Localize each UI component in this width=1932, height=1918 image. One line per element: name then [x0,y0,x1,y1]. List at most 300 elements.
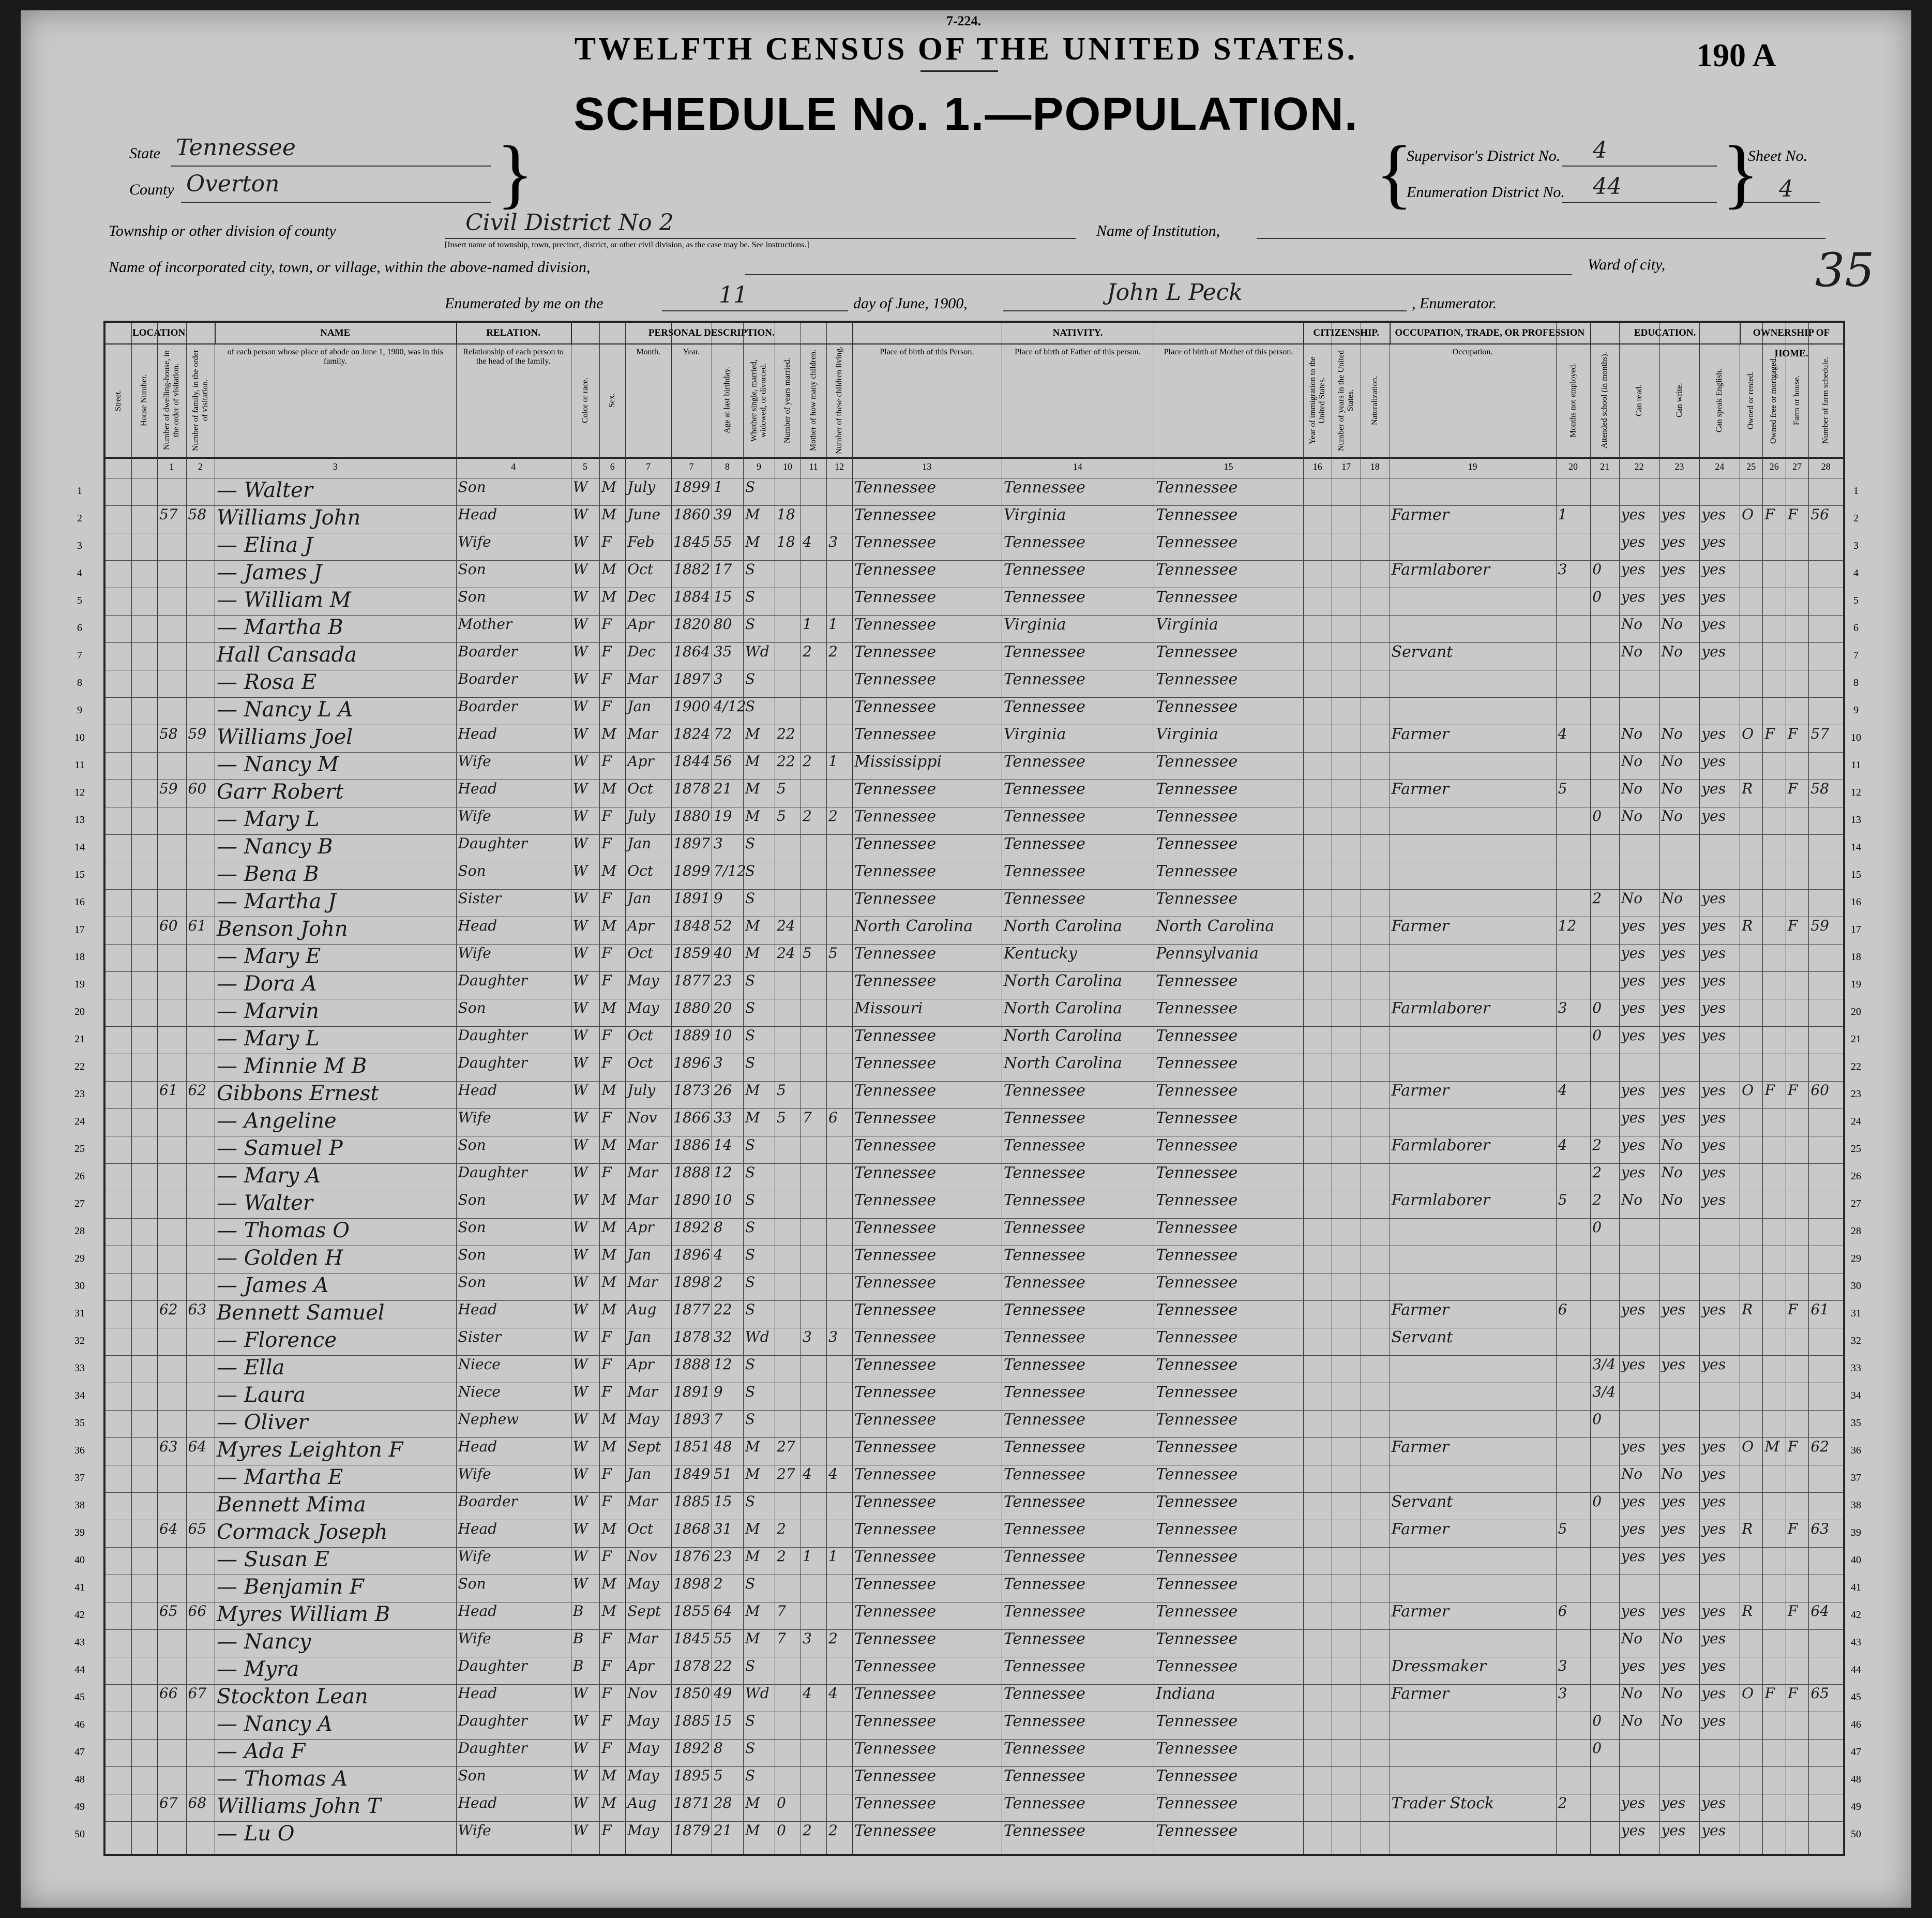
cell-col-5: Son [458,1767,486,1784]
cell-col-7: M [601,1301,616,1318]
cell-col-3: 58 [188,506,207,523]
cell-col-16: Tennessee [1003,643,1085,661]
cell-col-11: S [745,862,756,879]
table-row [105,1575,1843,1602]
cell-col-10: 17 [713,561,732,578]
cell-col-3: 61 [188,917,207,934]
cell-col-15: Tennessee [854,1520,937,1538]
cell-col-27: O [1742,1082,1754,1099]
cell-col-15: Tennessee [854,1219,937,1237]
column-header-17: Place of birth of Mother of this person. [1164,348,1293,356]
line-number-right: 10 [1851,732,1861,743]
cell-col-6: W [572,1411,588,1428]
cell-col-24: yes [1621,561,1646,578]
cell-col-23: 0 [1592,1219,1602,1236]
column-number-8: 7 [646,461,651,472]
cell-col-8: Jan [627,1328,652,1345]
cell-col-16: Tennessee [1003,1548,1085,1566]
cell-col-9: 1878 [673,780,711,797]
table-row [105,1465,1843,1492]
column-number-13: 11 [809,461,818,472]
cell-col-17: Tennessee [1156,478,1238,497]
line-number-left: 11 [74,759,85,771]
cell-col-7: F [601,1712,612,1729]
cell-col-4: Benson John [217,917,348,941]
group-education: EDUCATION. [1590,323,1741,344]
cell-col-15: Tennessee [854,1493,937,1511]
cell-col-6: W [572,1465,588,1482]
cell-col-17: Tennessee [1156,698,1238,716]
cell-col-23: 0 [1592,1712,1602,1729]
cell-col-6: B [572,1657,584,1674]
cell-col-23: 0 [1592,807,1602,825]
table-header [105,323,1843,459]
cell-col-26: yes [1701,1191,1726,1208]
cell-col-14: 2 [828,1630,838,1647]
cell-col-10: 15 [713,1493,732,1510]
cell-col-16: Tennessee [1003,1082,1085,1100]
cell-col-22: 4 [1558,1082,1567,1099]
cell-col-2: 63 [159,1438,178,1455]
cell-col-13: 4 [803,1465,812,1482]
line-number-right: 48 [1851,1774,1861,1785]
cell-col-4: Hall Cansada [217,643,357,667]
cell-col-11: S [745,1301,756,1318]
cell-col-15: Tennessee [854,780,937,798]
cell-col-17: Tennessee [1156,1630,1238,1648]
cell-col-16: Tennessee [1003,835,1085,853]
enumerated-label: Enumerated by me on the [445,295,603,312]
enumeration-line [1562,202,1717,203]
cell-col-15: Tennessee [854,643,937,661]
table-row [105,1246,1843,1273]
table-row [105,1684,1843,1712]
column-number-17: 15 [1224,461,1233,472]
column-number-3: 2 [198,461,203,472]
cell-col-22: 1 [1558,506,1567,523]
table-row [105,1821,1843,1849]
cell-col-7: F [601,616,612,633]
cell-col-5: Boarder [458,670,518,687]
cell-col-25: yes [1661,1493,1686,1510]
cell-col-17: Tennessee [1156,1794,1238,1812]
cell-col-6: W [572,1219,588,1236]
cell-col-25: No [1661,753,1683,770]
cell-col-4: — Martha B [217,616,343,639]
line-number-right: 1 [1853,485,1859,497]
cell-col-5: Daughter [458,1027,527,1044]
cell-col-24: No [1621,725,1643,742]
cell-col-2: 60 [159,917,178,934]
column-number-16: 14 [1073,461,1082,472]
cell-col-9: 1891 [673,1383,711,1400]
cell-col-6: W [572,1767,588,1784]
table-row [105,560,1843,588]
cell-col-25: yes [1661,999,1686,1016]
cell-col-11: S [745,999,756,1016]
cell-col-9: 1897 [673,835,711,852]
cell-col-12: 22 [777,725,795,742]
cell-col-15: Tennessee [854,1273,937,1292]
cell-col-10: 32 [713,1328,732,1345]
group-relation: RELATION. [456,323,572,344]
cell-col-5: Daughter [458,835,527,852]
cell-col-10: 3 [713,670,723,687]
cell-col-2: 67 [159,1794,178,1811]
cell-col-14: 4 [828,1465,838,1482]
cell-col-8: Oct [627,1027,654,1044]
cell-col-16: Tennessee [1003,533,1085,551]
cell-col-5: Wife [458,533,491,550]
enumeration-value: 44 [1593,173,1622,200]
cell-col-15: Tennessee [854,1328,937,1346]
table-row [105,1300,1843,1328]
day-line [662,310,848,311]
cell-col-16: Tennessee [1003,1602,1085,1621]
line-number-right: 39 [1851,1527,1861,1538]
cell-col-5: Head [458,725,497,742]
enumerator-label: , Enumerator. [1412,295,1497,312]
line-number-left: 44 [74,1664,85,1675]
cell-col-7: F [601,1383,612,1400]
cell-col-26: yes [1701,1602,1726,1620]
cell-col-11: M [745,1794,760,1811]
cell-col-5: Daughter [458,1054,527,1071]
line-number-left: 16 [74,896,85,908]
cell-col-17: Tennessee [1156,506,1238,524]
cell-col-17: Tennessee [1156,1411,1238,1429]
line-number-right: 16 [1851,896,1861,908]
column-header-4: of each person whose place of abode on June 1, 1900, was in this family. [227,348,443,366]
cell-col-10: 9 [713,890,723,907]
cell-col-21: Farmlaborer [1391,1136,1490,1155]
cell-col-17: Tennessee [1156,1356,1238,1374]
cell-col-15: Tennessee [854,1794,937,1812]
cell-col-26: yes [1701,1657,1726,1674]
cell-col-10: 35 [713,643,732,660]
cell-col-11: S [745,835,756,852]
line-number-right: 8 [1853,677,1859,688]
cell-col-14: 3 [828,533,838,550]
cell-col-26: yes [1701,972,1726,989]
supervisor-value: 4 [1593,137,1607,163]
table-row [105,1410,1843,1437]
cell-col-17: Tennessee [1156,1027,1238,1045]
cell-col-16: North Carolina [1003,1027,1122,1045]
cell-col-8: Apr [627,753,654,770]
cell-col-7: M [601,1575,616,1592]
cell-col-25: No [1661,1685,1683,1702]
cell-col-6: W [572,1082,588,1099]
cell-col-14: 1 [828,1548,838,1565]
column-header-16: Place of birth of Father of this person. [1015,348,1141,356]
cell-col-26: yes [1701,1027,1726,1044]
cell-col-4: — Walter [217,478,313,502]
cell-col-24: yes [1621,1493,1646,1510]
city-label: Name of incorporated city, town, or village, within the above-named division, [109,259,591,276]
line-number-left: 37 [74,1472,85,1484]
page-number: 190 A [1696,37,1776,73]
line-number-left: 49 [74,1801,85,1812]
cell-col-17: Tennessee [1156,1465,1238,1484]
cell-col-17: Tennessee [1156,1602,1238,1621]
cell-col-17: Tennessee [1156,1740,1238,1758]
cell-col-11: M [745,807,760,825]
cell-col-6: W [572,1740,588,1757]
cell-col-13: 2 [803,753,812,770]
cell-col-16: Tennessee [1003,1273,1085,1292]
cell-col-9: 1900 [673,698,711,715]
cell-col-9: 1892 [673,1740,711,1757]
margin-mark: 35 [1815,243,1875,297]
cell-col-30: 65 [1810,1685,1829,1702]
line-number-left: 17 [74,924,85,935]
line-number-left: 8 [77,677,82,688]
line-number-right: 19 [1851,979,1861,990]
cell-col-8: Dec [627,588,656,605]
cell-col-9: 1893 [673,1411,711,1428]
cell-col-23: 0 [1592,1740,1602,1757]
cell-col-11: S [745,1191,756,1208]
line-number-right: 18 [1851,951,1861,963]
cell-col-6: W [572,890,588,907]
cell-col-9: 1855 [673,1602,711,1620]
line-number-right: 22 [1851,1061,1861,1072]
table-row [105,697,1843,725]
cell-col-24: yes [1621,1136,1646,1153]
line-number-left: 25 [74,1143,85,1155]
line-number-left: 20 [74,1006,85,1017]
cell-col-7: M [601,1411,616,1428]
cell-col-26: yes [1701,1822,1726,1839]
column-number-20: 18 [1370,461,1380,472]
cell-col-4: Cormack Joseph [217,1520,388,1544]
cell-col-8: Feb [627,533,655,550]
cell-col-5: Daughter [458,1657,527,1674]
cell-col-7: M [601,1438,616,1455]
cell-col-15: Tennessee [854,478,937,497]
cell-col-3: 63 [188,1301,207,1318]
cell-col-13: 4 [803,1685,812,1702]
line-number-right: 45 [1851,1691,1861,1703]
cell-col-4: Myres William B [217,1602,390,1626]
cell-col-11: Wd [745,1685,769,1702]
cell-col-21: Farmer [1391,1602,1450,1621]
cell-col-15: Tennessee [854,506,937,524]
cell-col-26: yes [1701,1136,1726,1153]
cell-col-22: 3 [1558,1657,1567,1674]
cell-col-17: North Carolina [1156,917,1275,935]
cell-col-8: Mar [627,1630,658,1647]
cell-col-6: W [572,1383,588,1400]
group-ownership: OWNERSHIP OF HOME. [1740,323,1844,344]
cell-col-21: Farmer [1391,1301,1450,1319]
cell-col-25: yes [1661,1301,1686,1318]
cell-col-9: 1890 [673,1191,711,1208]
cell-col-3: 67 [188,1685,207,1702]
cell-col-3: 62 [188,1082,207,1099]
line-number-right: 37 [1851,1472,1861,1484]
cell-col-7: M [601,917,616,934]
cell-col-6: W [572,616,588,633]
cell-col-13: 3 [803,1328,812,1345]
cell-col-30: 59 [1810,917,1829,934]
cell-col-11: M [745,533,760,550]
line-number-right: 3 [1853,540,1859,551]
census-title: TWELFTH CENSUS OF THE UNITED STATES. [574,32,1358,67]
cell-col-8: Aug [627,1794,657,1811]
cell-col-10: 55 [713,1630,732,1647]
cell-col-8: May [627,1822,659,1839]
cell-col-15: Tennessee [854,1411,937,1429]
cell-col-7: M [601,1191,616,1208]
cell-col-26: yes [1701,588,1726,605]
cell-col-30: 63 [1810,1520,1829,1537]
cell-col-10: 9 [713,1383,723,1400]
cell-col-17: Tennessee [1156,1493,1238,1511]
cell-col-24: yes [1621,1164,1646,1181]
cell-col-25: yes [1661,1657,1686,1674]
cell-col-6: W [572,725,588,742]
cell-col-10: 15 [713,588,732,605]
column-number-5: 4 [511,461,516,472]
cell-col-11: M [745,506,760,523]
cell-col-11: S [745,1411,756,1428]
cell-col-17: Pennsylvania [1156,945,1259,963]
column-number-24: 22 [1634,461,1644,472]
cell-col-10: 4/12 [713,698,746,715]
cell-col-5: Head [458,1602,497,1620]
cell-col-11: M [745,725,760,742]
ward-label: Ward of city, [1588,256,1666,273]
cell-col-15: Tennessee [854,670,937,688]
cell-col-11: S [745,561,756,578]
column-header-0: Street. [113,389,123,411]
cell-col-6: W [572,945,588,962]
cell-col-15: Tennessee [854,1164,937,1182]
enumeration-label: Enumeration District No. [1407,184,1565,201]
line-number-right: 12 [1851,787,1861,798]
column-header-12: Number of years married. [783,357,792,443]
cell-col-8: Apr [627,616,654,633]
cell-col-24: yes [1621,588,1646,605]
cell-col-4: — Mary E [217,945,321,968]
county-line [181,202,491,203]
cell-col-12: 18 [777,506,795,523]
cell-col-25: yes [1661,917,1686,934]
cell-col-21: Servant [1391,1493,1453,1511]
cell-col-5: Wife [458,1822,491,1839]
line-number-left: 15 [74,869,85,880]
cell-col-8: May [627,999,659,1016]
column-number-4: 3 [333,461,338,472]
cell-col-7: F [601,1630,612,1647]
cell-col-5: Wife [458,1109,491,1126]
table-row [105,752,1843,780]
cell-col-8: July [627,1082,656,1099]
cell-col-24: No [1621,1191,1643,1208]
cell-col-11: S [745,1383,756,1400]
cell-col-4: — Lu O [217,1822,295,1846]
cell-col-24: No [1621,753,1643,770]
cell-col-4: — James A [217,1273,329,1297]
column-header-25: Can write. [1674,383,1684,418]
cell-col-8: Apr [627,1219,654,1236]
cell-col-25: yes [1661,945,1686,962]
column-number-22: 20 [1568,461,1578,472]
table-row [105,588,1843,615]
cell-col-9: 1820 [673,616,711,633]
cell-col-24: yes [1621,1602,1646,1620]
cell-col-26: yes [1701,780,1726,797]
cell-col-6: W [572,478,588,496]
cell-col-6: W [572,1136,588,1153]
line-number-left: 29 [74,1253,85,1264]
line-number-left: 22 [74,1061,85,1072]
cell-col-26: yes [1701,1438,1726,1455]
cell-col-7: M [601,1246,616,1263]
group-personal: PERSONAL DESCRIPTION. [571,323,853,344]
cell-col-17: Tennessee [1156,1082,1238,1100]
cell-col-10: 3 [713,1054,723,1071]
cell-col-15: Tennessee [854,1740,937,1758]
table-row [105,1191,1843,1218]
cell-col-21: Dressmaker [1391,1657,1487,1675]
cell-col-5: Son [458,1219,486,1236]
cell-col-12: 0 [777,1794,786,1811]
cell-col-15: Tennessee [854,561,937,579]
cell-col-6: B [572,1630,584,1647]
cell-col-10: 12 [713,1164,732,1181]
cell-col-24: yes [1621,1520,1646,1537]
cell-col-15: Tennessee [854,1383,937,1401]
cell-col-11: S [745,1767,756,1784]
institution-line [1257,238,1825,239]
cell-col-23: 2 [1592,1164,1602,1181]
table-row [105,1657,1843,1684]
column-header-7: Sex. [608,393,617,408]
cell-col-15: Tennessee [854,588,937,606]
cell-col-15: Tennessee [854,972,937,990]
line-number-left: 19 [74,979,85,990]
cell-col-4: Williams Joel [217,725,353,749]
line-number-right: 21 [1851,1033,1861,1045]
cell-col-15: Tennessee [854,807,937,826]
cell-col-11: M [745,780,760,797]
cell-col-21: Farmer [1391,1438,1450,1456]
cell-col-23: 0 [1592,999,1602,1016]
cell-col-14: 3 [828,1328,838,1345]
cell-col-9: 1889 [673,1027,711,1044]
cell-col-11: S [745,1164,756,1181]
table-row [105,1081,1843,1108]
cell-col-12: 2 [777,1548,786,1565]
cell-col-11: S [745,1054,756,1071]
enumerator-line [1003,310,1407,311]
cell-col-11: S [745,670,756,687]
cell-col-9: 1880 [673,807,711,825]
cell-col-4: — William M [217,588,351,612]
cell-col-16: Tennessee [1003,698,1085,716]
cell-col-9: 1849 [673,1465,711,1482]
cell-col-8: Mar [627,1136,658,1153]
cell-col-5: Son [458,588,486,605]
cell-col-9: 1848 [673,917,711,934]
cell-col-3: 64 [188,1438,207,1455]
line-number-right: 5 [1853,595,1859,606]
cell-col-15: Tennessee [854,1027,937,1045]
cell-col-30: 57 [1810,725,1829,742]
